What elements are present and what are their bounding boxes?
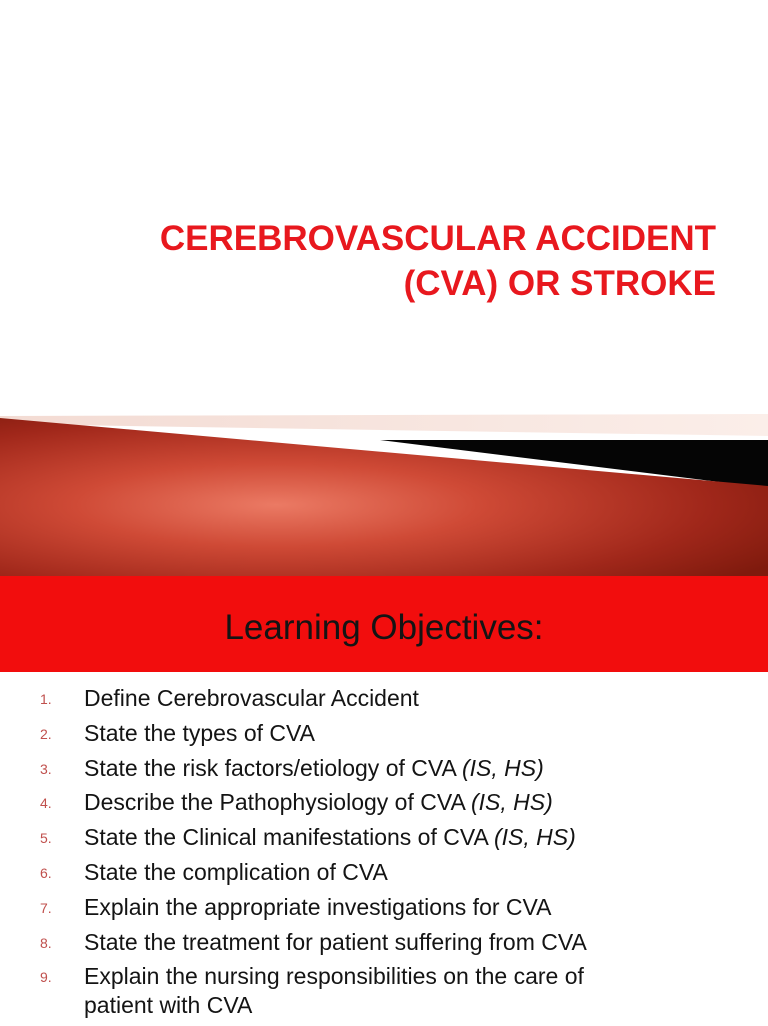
objective-number: 7.	[40, 899, 52, 916]
objective-number: 8.	[40, 934, 52, 951]
objective-item	[0, 754, 768, 783]
decorative-band	[0, 400, 768, 576]
objectives-header-bar	[0, 576, 768, 672]
objective-number: 5.	[40, 830, 52, 847]
title-line-1: CEREBROVASCULAR ACCIDENT	[159, 219, 716, 258]
objective-text: Explain the nursing responsibilities on the care of patient with CVA	[84, 963, 584, 1019]
objective-item	[0, 823, 768, 852]
objective-item	[0, 928, 768, 957]
objective-scope-note: (IS, HS)	[470, 789, 553, 816]
objective-number: 4.	[40, 795, 52, 812]
objective-number: 1.	[40, 691, 52, 707]
objectives-list	[0, 684, 768, 1026]
objective-text: State the treatment for patient suffering from CVA	[84, 928, 587, 955]
objective-number: 6.	[40, 864, 52, 881]
objective-number: 3.	[40, 760, 52, 777]
objective-item	[0, 719, 768, 748]
objective-text: State the types of CVA	[84, 719, 315, 746]
objective-text: State the complication of CVA	[84, 858, 388, 885]
objectives-slide	[0, 576, 768, 1024]
objective-text: Define Cerebrovascular Accident	[84, 685, 419, 711]
objective-item	[0, 858, 768, 887]
objective-text: State the risk factors/etiology of CVA	[84, 754, 462, 781]
objective-number: 2.	[40, 725, 52, 742]
objective-item	[0, 684, 768, 713]
objective-text: Describe the Pathophysiology of CVA	[84, 789, 471, 816]
objective-scope-note: (IS, HS)	[493, 824, 576, 851]
objective-text: Explain the appropriate investigations for CVA	[84, 893, 552, 920]
objective-text: State the Clinical manifestations of CVA	[84, 824, 494, 851]
objective-number: 9.	[40, 969, 52, 986]
title-line-2: (CVA) OR STROKE	[403, 264, 716, 303]
objective-item	[0, 788, 768, 817]
slide-title	[160, 216, 716, 306]
objective-item	[0, 893, 768, 922]
objectives-heading: Learning Objectives:	[224, 608, 544, 647]
objective-scope-note: (IS, HS)	[461, 754, 544, 781]
objective-item	[0, 962, 768, 1020]
